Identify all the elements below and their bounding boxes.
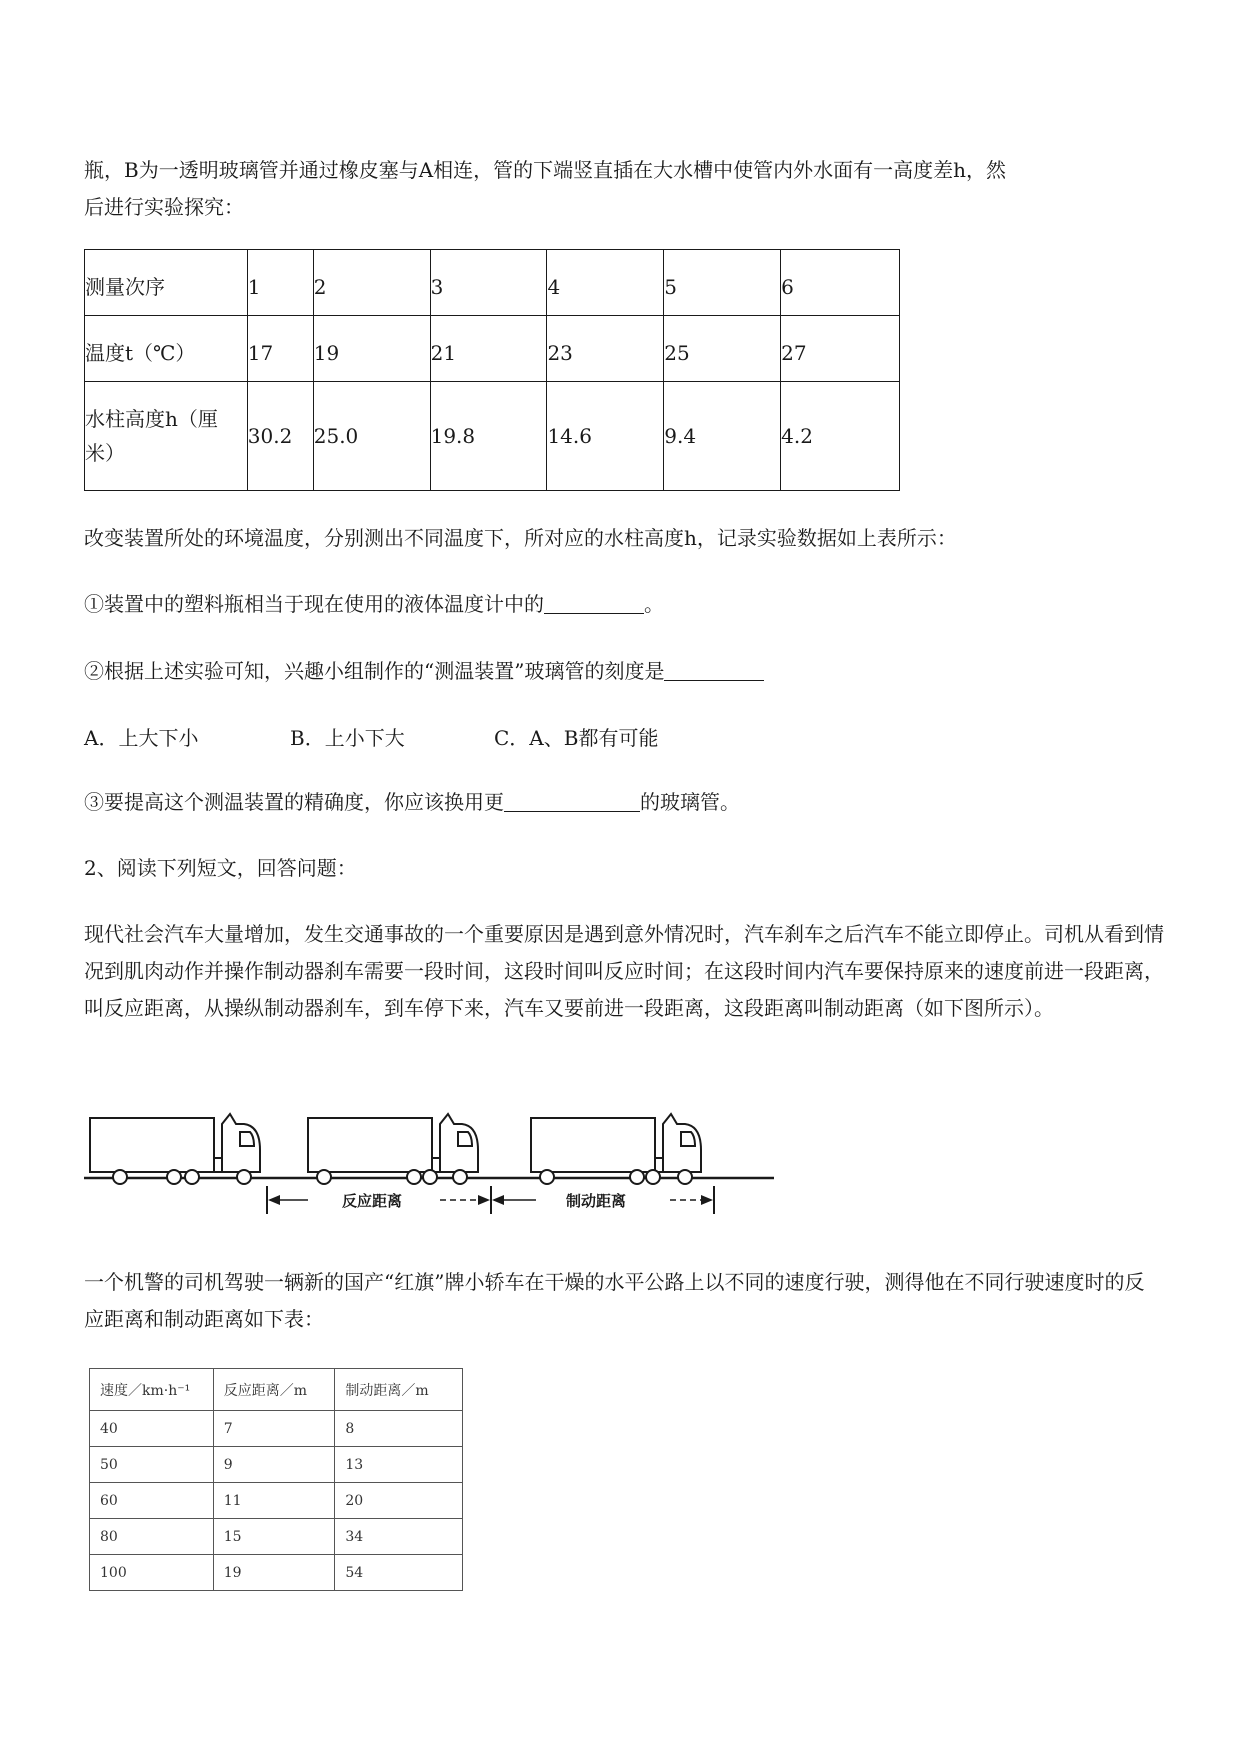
truck-1 (90, 1114, 260, 1184)
table-row (90, 1447, 463, 1483)
row-label: 测量次序 (85, 250, 248, 316)
table-cell: 1 (247, 250, 313, 316)
question-2 (84, 653, 1164, 690)
arrow-head (478, 1195, 490, 1205)
row-label: 水柱高度h（厘米） (85, 382, 248, 491)
question-3-text: ③要提高这个测温装置的精确度，你应该换用更 (84, 790, 504, 814)
truck-2 (308, 1114, 478, 1184)
option-a[interactable]: A．上大下小 (84, 726, 199, 750)
table-row (90, 1483, 463, 1519)
table-cell: 60 (90, 1483, 214, 1519)
question-1-tail: 。 (644, 592, 664, 616)
table-cell: 25 (664, 316, 781, 382)
table-header: 制动距离／m (335, 1369, 463, 1411)
braking-distance-figure (84, 1106, 784, 1226)
figure-label-reaction: 反应距离 (342, 1192, 403, 1210)
table-cell: 2 (313, 250, 430, 316)
truck-3 (531, 1114, 701, 1184)
table-cell: 40 (90, 1411, 214, 1447)
temperature-table (84, 249, 900, 491)
table-cell: 11 (213, 1483, 335, 1519)
table-row (90, 1519, 463, 1555)
table-cell: 19.8 (430, 382, 547, 491)
intro-line2: 后进行实验探究： (84, 195, 244, 219)
arrow-head (701, 1195, 713, 1205)
table-cell: 34 (335, 1519, 463, 1555)
intro-text (84, 152, 1164, 226)
question-1-text: ①装置中的塑料瓶相当于现在使用的液体温度计中的 (84, 592, 544, 616)
table-cell: 80 (90, 1519, 214, 1555)
table-cell: 17 (247, 316, 313, 382)
table-cell: 4.2 (781, 382, 900, 491)
table-cell: 15 (213, 1519, 335, 1555)
option-c[interactable]: C．A、B都有可能 (494, 726, 659, 750)
table-cell: 14.6 (547, 382, 664, 491)
passage-text: 现代社会汽车大量增加，发生交通事故的一个重要原因是遇到意外情况时，汽车刹车之后汽车不能立即停止。司机从看到情况到肌肉动作并操作制动器刹车需要一段时间，这段时间叫反应时间；在这段时间内汽车要保持原来的速度前进一段距离，叫反应距离，从操纵制动器刹车，到车停下来，汽车又要前进一段距离，这段距离叫制动距离（如下图所示）。 (84, 922, 1164, 1020)
table-cell: 4 (547, 250, 664, 316)
figure-label-braking: 制动距离 (566, 1192, 627, 1210)
table-cell: 5 (664, 250, 781, 316)
passage-2-text: 一个机警的司机驾驶一辆新的国产“红旗”牌小轿车在干燥的水平公路上以不同的速度行驶，测得他在不同行驶速度时的反应距离和制动距离如下表： (84, 1270, 1145, 1331)
table-row (85, 250, 900, 316)
table-cell: 9.4 (664, 382, 781, 491)
arrow-head (268, 1195, 280, 1205)
table-cell: 100 (90, 1555, 214, 1591)
table-cell: 25.0 (313, 382, 430, 491)
table-cell: 50 (90, 1447, 214, 1483)
option-b[interactable]: B．上小下大 (290, 726, 405, 750)
table-cell: 3 (430, 250, 547, 316)
question-3-tail: 的玻璃管。 (640, 790, 740, 814)
table-cell: 7 (213, 1411, 335, 1447)
table-row (90, 1555, 463, 1591)
table-row (85, 382, 900, 491)
table-row (90, 1411, 463, 1447)
question-3 (84, 784, 1164, 821)
table-cell: 27 (781, 316, 900, 382)
table-header: 反应距离／m (213, 1369, 335, 1411)
answer-blank-2[interactable] (664, 656, 764, 681)
table-cell: 6 (781, 250, 900, 316)
question-2-text: ②根据上述实验可知，兴趣小组制作的“测温装置”玻璃管的刻度是 (84, 659, 665, 683)
answer-blank-1[interactable] (544, 589, 644, 614)
arrow-head (492, 1195, 504, 1205)
answer-blank-3[interactable] (504, 787, 640, 812)
after-table-text: 改变装置所处的环境温度，分别测出不同温度下，所对应的水柱高度h，记录实验数据如上表所示： (84, 526, 957, 550)
table-cell: 13 (335, 1447, 463, 1483)
question-1 (84, 586, 1164, 623)
table-cell: 23 (547, 316, 664, 382)
table-cell: 20 (335, 1483, 463, 1519)
table-header: 速度／km·h⁻¹ (90, 1369, 214, 1411)
table-cell: 54 (335, 1555, 463, 1591)
table-cell: 8 (335, 1411, 463, 1447)
table-cell: 9 (213, 1447, 335, 1483)
table-header-row (90, 1369, 463, 1411)
table-cell: 30.2 (247, 382, 313, 491)
table-row (85, 316, 900, 382)
table-cell: 19 (213, 1555, 335, 1591)
intro-line1: 瓶，B为一透明玻璃管并通过橡皮塞与A相连，管的下端竖直插在大水槽中使管内外水面有一高度差h，然 (84, 158, 1007, 182)
table-cell: 19 (313, 316, 430, 382)
row-label: 温度t（℃） (85, 316, 248, 382)
table-cell: 21 (430, 316, 547, 382)
section-2-heading: 2、阅读下列短文，回答问题： (84, 856, 357, 880)
speed-distance-table (89, 1368, 463, 1591)
